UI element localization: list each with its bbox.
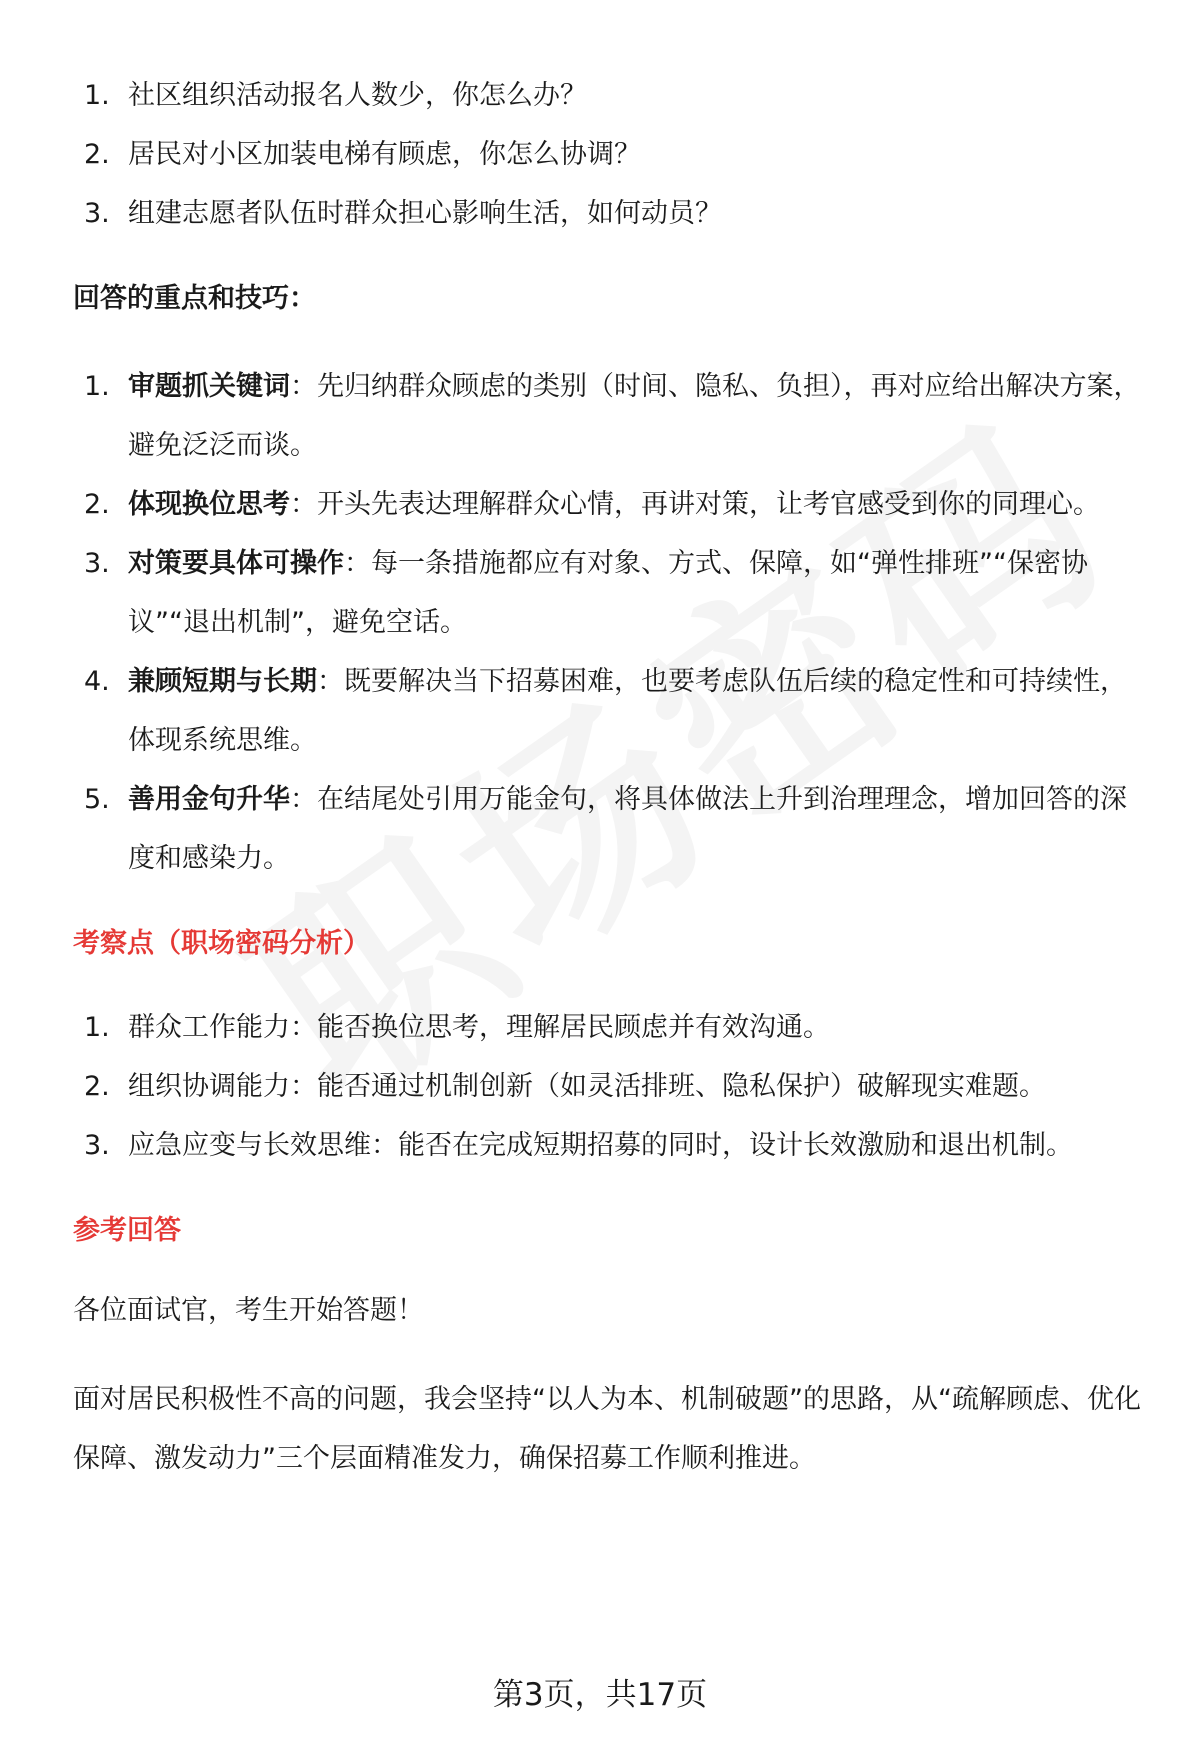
tip-text: ：先归纳群众顾虑的类别（时间、隐私、负担），再对应给出解决方案，避免泛泛而谈。 [128,371,1141,461]
tip-title: 对策要具体可操作 [128,548,344,579]
point-text: 应急应变与长效思维：能否在完成短期招募的同时，设计长效激励和退出机制。 [128,1130,1073,1161]
list-item: 3. 对策要具体可操作：每一条措施都应有对象、方式、保障，如“弹性排班”“保密协议”“退出机制”，避免空话。 [84,548,1088,638]
list-item: 2. 体现换位思考：开头先表达理解群众心情，再讲对策，让考官感受到你的同理心。 [84,489,1100,520]
answer-paragraph: 各位面试官，考生开始答题！ [73,1295,424,1326]
list-item: 1. 审题抓关键词：先归纳群众顾虑的类别（时间、隐私、负担），再对应给出解决方案，避免泛泛而谈。 [84,371,1141,461]
tip-text: ：每一条措施都应有对象、方式、保障，如“弹性排班”“保密协议”“退出机制”，避免空话。 [128,548,1088,638]
point-text: 群众工作能力：能否换位思考，理解居民顾虑并有效沟通。 [128,1012,830,1043]
answer-heading: 参考回答 [73,1215,181,1246]
list-item: 4. 兼顾短期与长期：既要解决当下招募困难，也要考虑队伍后续的稳定性和可持续性，体现系统思维。 [84,666,1127,756]
tips-heading: 回答的重点和技巧： [73,283,316,314]
points-list [73,998,1143,1175]
question-text: 组建志愿者队伍时群众担心影响生活，如何动员？ [128,198,722,229]
question-text: 居民对小区加装电梯有顾虑，你怎么协调？ [128,139,641,170]
tip-text: ：既要解决当下招募困难，也要考虑队伍后续的稳定性和可持续性，体现系统思维。 [128,666,1127,756]
point-text: 组织协调能力：能否通过机制创新（如灵活排班、隐私保护）破解现实难题。 [128,1071,1046,1102]
tip-text: ：开头先表达理解群众心情，再讲对策，让考官感受到你的同理心。 [290,489,1100,520]
list-item: 3. 组建志愿者队伍时群众担心影响生活，如何动员？ [84,198,722,229]
tips-list [73,357,1143,888]
list-item: 1. 社区组织活动报名人数少，你怎么办？ [84,80,587,111]
list-item: 1. 群众工作能力：能否换位思考，理解居民顾虑并有效沟通。 [84,1012,830,1043]
tip-title: 善用金句升华 [128,784,290,815]
page-footer: 第3页，共17页 [492,1677,708,1713]
question-text: 社区组织活动报名人数少，你怎么办？ [128,80,587,111]
answer-paragraph: 面对居民积极性不高的问题，我会坚持“以人为本、机制破题”的思路，从“疏解顾虑、优化保障、激发动力”三个层面精准发力，确保招募工作顺利推进。 [73,1384,1141,1474]
list-item: 2. 居民对小区加装电梯有顾虑，你怎么协调？ [84,139,641,170]
list-item: 2. 组织协调能力：能否通过机制创新（如灵活排班、隐私保护）破解现实难题。 [84,1071,1046,1102]
page-content [73,66,1143,1488]
tip-text: ：在结尾处引用万能金句，将具体做法上升到治理理念，增加回答的深度和感染力。 [128,784,1127,874]
list-item: 3. 应急应变与长效思维：能否在完成短期招募的同时，设计长效激励和退出机制。 [84,1130,1073,1161]
tip-title: 体现换位思考 [128,489,290,520]
question-list [73,66,1143,243]
list-item: 5. 善用金句升华：在结尾处引用万能金句，将具体做法上升到治理理念，增加回答的深度和感染力。 [84,784,1127,874]
points-heading: 考察点（职场密码分析） [73,928,370,959]
tip-title: 审题抓关键词 [128,371,290,402]
tip-title: 兼顾短期与长期 [128,666,317,697]
